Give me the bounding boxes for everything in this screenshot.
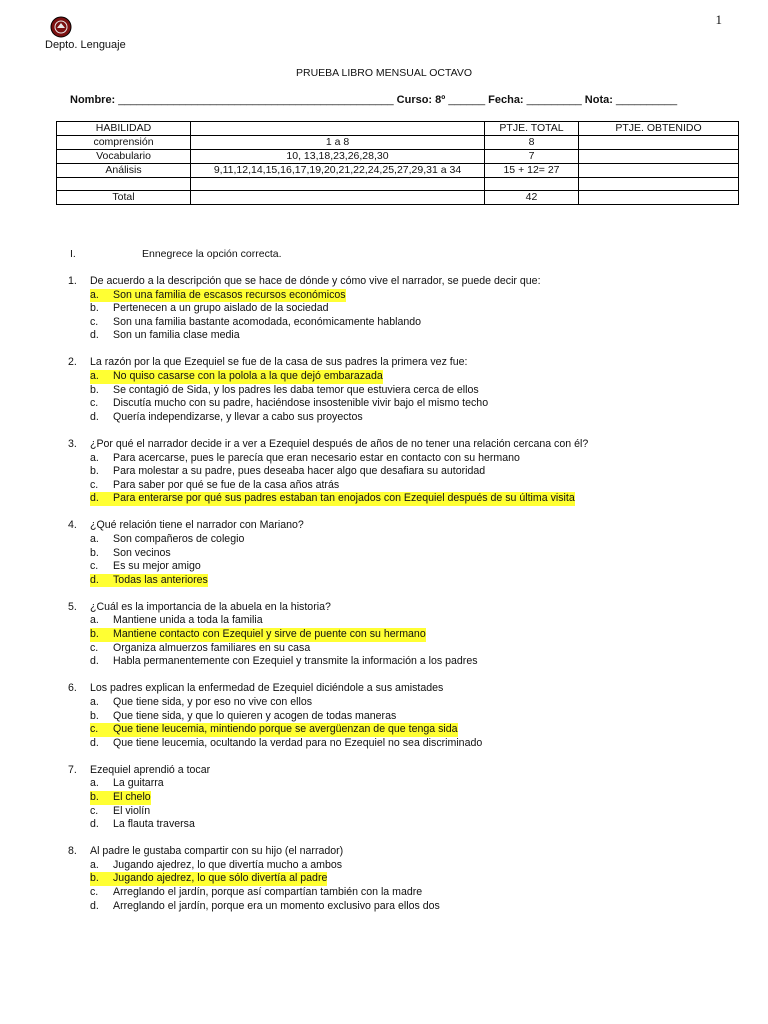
table-cell: 1 a 8 (191, 136, 485, 150)
option-letter: a. (90, 533, 99, 545)
option-text: Quería independizarse, y llevar a cabo sus proyectos (113, 410, 363, 423)
option-text: Jugando ajedrez, lo que divertía mucho a ambos (113, 858, 343, 871)
answer-option[interactable] (68, 710, 708, 724)
question-text: Al padre le gustaba compartir con su hijo (el narrador) (90, 845, 344, 858)
question-stem (68, 682, 708, 696)
answer-option[interactable] (68, 642, 708, 656)
option-letter: a. (90, 370, 113, 384)
option-text: Para molestar a su padre, pues deseaba hacer algo que desafiara su autoridad (113, 465, 486, 478)
option-letter: c. (90, 641, 99, 654)
question-stem (68, 519, 708, 533)
question-list (68, 275, 708, 927)
option-letter: d. (90, 899, 99, 912)
header-cell (191, 122, 485, 136)
option-text: Son un familia clase media (113, 329, 240, 342)
answer-option[interactable] (68, 465, 708, 479)
answer-option[interactable] (68, 696, 708, 710)
question-text: De acuerdo a la descripción que se hace de dónde y cómo vive el narrador, se puede decir que: (90, 275, 541, 287)
date-label: Fecha: (488, 94, 524, 106)
option-letter: a. (90, 777, 99, 790)
option-text: Pertenecen a un grupo aislado de la sociedad (113, 302, 329, 315)
option-letter: c. (90, 804, 99, 817)
answer-option[interactable] (68, 791, 708, 805)
table-row (57, 191, 739, 205)
table-cell (579, 191, 739, 205)
department-label: Depto. Lenguaje (45, 39, 126, 51)
table-row (57, 164, 739, 178)
answer-option[interactable] (68, 289, 708, 303)
table-cell: comprensión (57, 136, 191, 150)
table-cell: 15 + 12= 27 (485, 164, 579, 178)
table-cell (485, 178, 579, 191)
header-cell: PTJE. TOTAL (485, 122, 579, 136)
answer-option[interactable] (68, 370, 708, 384)
answer-option[interactable] (68, 818, 708, 832)
table-cell (579, 178, 739, 191)
question-item (68, 764, 708, 832)
question-item (68, 845, 708, 913)
answer-option[interactable] (68, 397, 708, 411)
option-letter: d. (90, 492, 113, 506)
question-number: 6. (68, 682, 77, 695)
table-cell: Total (57, 191, 191, 205)
question-number: 8. (68, 845, 77, 858)
table-row (57, 150, 739, 164)
option-letter: b. (90, 791, 113, 805)
option-letter: c. (90, 723, 113, 737)
answer-option[interactable] (68, 737, 708, 751)
option-text: Es su mejor amigo (113, 560, 201, 573)
question-stem (68, 845, 708, 859)
answer-option[interactable] (68, 859, 708, 873)
date-blank: _________ (526, 94, 582, 106)
table-cell: 9,11,12,14,15,16,17,19,20,21,22,24,25,27,29,31 a 34 (191, 164, 485, 178)
option-text: Que tiene sida, y que lo quieren y acogen de todas maneras (113, 709, 397, 722)
table-cell (191, 178, 485, 191)
option-text: La flauta traversa (113, 818, 195, 831)
question-text: Los padres explican la enfermedad de Ezequiel diciéndole a sus amistades (90, 682, 444, 695)
question-text: ¿Cuál es la importancia de la abuela en la historia? (90, 600, 331, 613)
answer-option[interactable] (68, 628, 708, 642)
answer-option[interactable] (68, 560, 708, 574)
table-cell (579, 136, 739, 150)
table-cell: Análisis (57, 164, 191, 178)
option-letter: b. (90, 302, 99, 315)
question-item (68, 275, 708, 343)
table-row (57, 136, 739, 150)
question-stem (68, 356, 708, 370)
question-number: 1. (68, 275, 77, 287)
answer-option[interactable] (68, 777, 708, 791)
answer-option[interactable] (68, 805, 708, 819)
answer-option[interactable] (68, 452, 708, 466)
answer-option[interactable] (68, 384, 708, 398)
section-number: I. (70, 248, 76, 260)
option-letter: c. (90, 315, 99, 328)
selected-option-text: Que tiene leucemia, mintiendo porque se avergüenzan de que tenga sida (113, 723, 458, 736)
option-letter: c. (90, 478, 99, 491)
school-seal-icon (50, 16, 72, 38)
option-text: Habla permanentemente con Ezequiel y transmite la información a los padres (113, 655, 478, 668)
answer-option[interactable] (68, 872, 708, 886)
answer-option[interactable] (68, 316, 708, 330)
question-text: La razón por la que Ezequiel se fue de la casa de sus padres la primera vez fue: (90, 356, 468, 369)
option-letter: b. (90, 709, 99, 722)
option-text: Son compañeros de colegio (113, 533, 245, 545)
option-letter: c. (90, 886, 99, 899)
table-row (57, 178, 739, 191)
table-cell: 10, 13,18,23,26,28,30 (191, 150, 485, 164)
question-item (68, 356, 708, 424)
option-letter: b. (90, 465, 99, 478)
table-cell: 7 (485, 150, 579, 164)
selected-option-text: Para enterarse por qué sus padres estaban tan enojados con Ezequiel después de su última visita (113, 492, 575, 505)
table-cell: Vocabulario (57, 150, 191, 164)
question-number: 3. (68, 437, 77, 450)
selected-option-text: Todas las anteriores (113, 573, 208, 586)
option-letter: a. (90, 695, 99, 708)
selected-option-text: Mantiene contacto con Ezequiel y sirve de puente con su hermano (113, 628, 426, 641)
answer-option[interactable] (68, 547, 708, 561)
score-table-header (57, 122, 739, 136)
table-cell (579, 150, 739, 164)
question-text: ¿Por qué el narrador decide ir a ver a Ezequiel después de años de no tener una relación cercana con él? (90, 437, 589, 450)
table-cell: 8 (485, 136, 579, 150)
option-text: Son una familia bastante acomodada, económicamente hablando (113, 315, 422, 328)
question-number: 7. (68, 763, 77, 776)
section-instruction: Ennegrece la opción correcta. (142, 248, 282, 260)
question-stem (68, 275, 708, 289)
course-label: Curso: 8º (396, 94, 446, 106)
option-text: Mantiene unida a toda la familia (113, 614, 263, 627)
option-letter: d. (90, 736, 99, 749)
table-cell (57, 178, 191, 191)
question-text: Ezequiel aprendió a tocar (90, 763, 211, 776)
answer-option[interactable] (68, 655, 708, 669)
table-cell (191, 191, 485, 205)
answer-option[interactable] (68, 614, 708, 628)
question-item (68, 519, 708, 587)
score-table (56, 121, 739, 205)
option-letter: d. (90, 574, 113, 588)
option-text: El violín (113, 804, 151, 817)
answer-option[interactable] (68, 886, 708, 900)
question-number: 5. (68, 600, 77, 613)
option-letter: d. (90, 329, 99, 342)
section-heading (70, 248, 282, 260)
option-letter: b. (90, 872, 113, 886)
question-stem (68, 764, 708, 778)
option-letter: d. (90, 410, 99, 423)
name-label: Nombre: (70, 94, 116, 106)
question-text: ¿Qué relación tiene el narrador con Mariano? (90, 519, 304, 532)
name-blank: _____________________________________________ (118, 94, 394, 106)
answer-option[interactable] (68, 479, 708, 493)
grade-label: Nota: (584, 94, 613, 106)
option-text: Discutía mucho con su padre, haciéndose insostenible vivir bajo el mismo techo (113, 397, 489, 410)
page-number: 1 (715, 12, 722, 27)
option-text: Que tiene leucemia, ocultando la verdad para no Ezequiel no sea discriminado (113, 736, 483, 749)
header-cell: HABILIDAD (57, 122, 191, 136)
option-text: Son vecinos (113, 546, 171, 559)
option-letter: b. (90, 628, 113, 642)
option-letter: d. (90, 818, 99, 831)
option-text: La guitarra (113, 777, 164, 790)
answer-option[interactable] (68, 302, 708, 316)
option-letter: a. (90, 614, 99, 627)
option-letter: c. (90, 560, 99, 573)
option-text: Que tiene sida, y por eso no vive con ellos (113, 695, 313, 708)
question-item (68, 601, 708, 669)
option-text: Para acercarse, pues le parecía que eran necesario estar en contacto con su hermano (113, 451, 520, 464)
answer-option[interactable] (68, 723, 708, 737)
answer-option[interactable] (68, 900, 708, 914)
option-letter: a. (90, 858, 99, 871)
table-cell (579, 164, 739, 178)
option-letter: b. (90, 546, 99, 559)
header-cell: PTJE. OBTENIDO (579, 122, 739, 136)
option-text: Para saber por qué se fue de la casa años atrás (113, 478, 340, 491)
option-letter: a. (90, 289, 113, 303)
answer-option[interactable] (68, 411, 708, 425)
selected-option-text: El chelo (113, 791, 151, 803)
option-text: Organiza almuerzos familiares en su casa (113, 641, 311, 654)
answer-option[interactable] (68, 533, 708, 547)
question-stem (68, 438, 708, 452)
option-letter: a. (90, 451, 99, 464)
grade-blank: __________ (615, 94, 678, 106)
answer-option[interactable] (68, 574, 708, 588)
question-stem (68, 601, 708, 615)
course-blank: ______ (448, 94, 486, 106)
page-title: PRUEBA LIBRO MENSUAL OCTAVO (295, 67, 472, 79)
option-letter: d. (90, 655, 99, 668)
question-item (68, 438, 708, 506)
option-text: Se contagió de Sida, y los padres les daba temor que estuviera cerca de ellos (113, 383, 479, 396)
question-number: 2. (68, 356, 77, 369)
table-cell: 42 (485, 191, 579, 205)
student-info-line (70, 94, 677, 106)
option-text: Arreglando el jardín, porque era un momento exclusivo para ellos dos (113, 899, 440, 912)
option-letter: b. (90, 383, 99, 396)
option-letter: c. (90, 397, 99, 410)
question-item (68, 682, 708, 750)
selected-option-text: Son una familia de escasos recursos económicos (113, 288, 346, 301)
selected-option-text: Jugando ajedrez, lo que sólo divertía al padre (113, 872, 328, 885)
answer-option[interactable] (68, 329, 708, 343)
selected-option-text: No quiso casarse con la polola a la que dejó embarazada (113, 370, 383, 383)
question-number: 4. (68, 519, 77, 532)
option-text: Arreglando el jardín, porque así compartían también con la madre (113, 886, 423, 899)
answer-option[interactable] (68, 492, 708, 506)
